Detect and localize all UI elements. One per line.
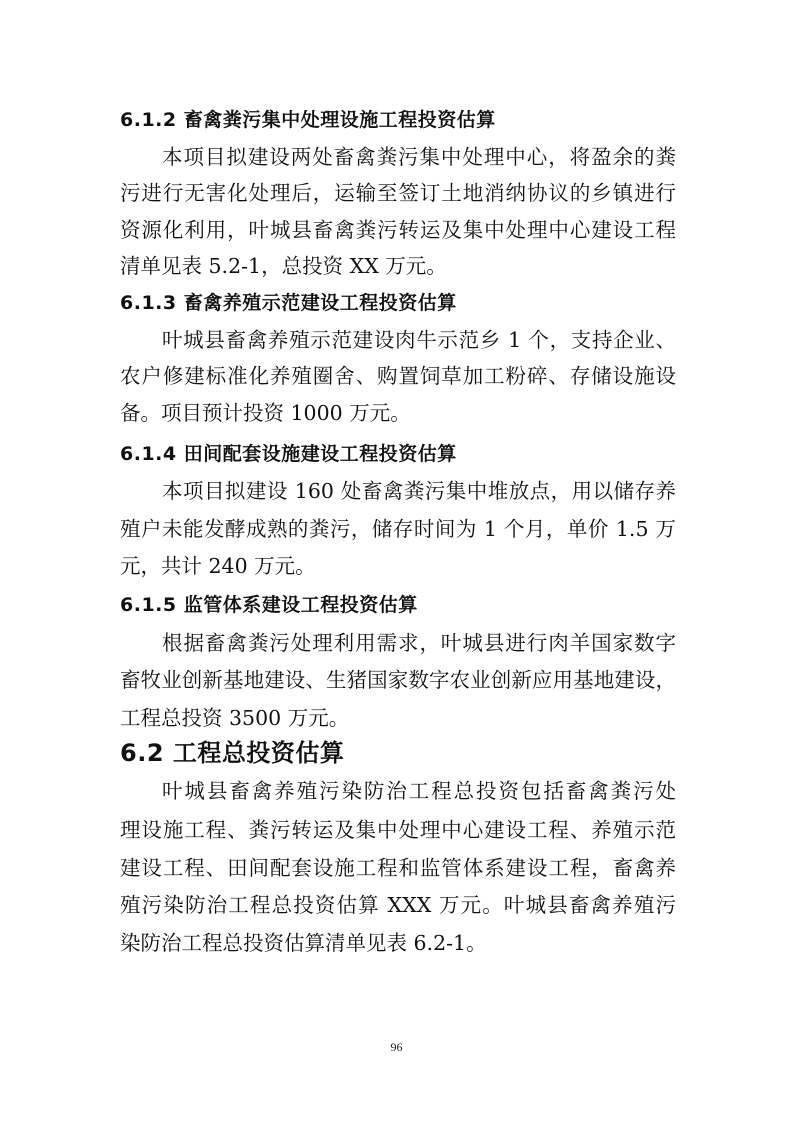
paragraph-line: 资源化利用，叶城县畜禽粪污转运及集中处理中心建设工程 xyxy=(120,218,676,242)
paragraph-line: 殖户未能发酵成熟的粪污，储存时间为 1 个月，单价 1.5 万 xyxy=(120,517,676,541)
section-heading-6-1-5: 6.1.5 监管体系建设工程投资估算 xyxy=(120,594,418,616)
paragraph-line: 理设施工程、粪污转运及集中处理中心建设工程、养殖示范 xyxy=(120,818,676,842)
paragraph-line: 农户修建标准化养殖圈舍、购置饲草加工粉碎、存储设施设 xyxy=(120,364,676,388)
paragraph-line: 畜牧业创新基地建设、生猪国家数字农业创新应用基地建设， xyxy=(120,668,676,692)
page-number: 96 xyxy=(390,1040,403,1054)
paragraph-line: 叶城县畜禽养殖污染防治工程总投资包括畜禽粪污处 xyxy=(162,779,676,803)
section-heading-6-1-3: 6.1.3 畜禽养殖示范建设工程投资估算 xyxy=(120,292,457,314)
paragraph-line: 叶城县畜禽养殖示范建设肉牛示范乡 1 个，支持企业、 xyxy=(162,328,676,352)
paragraph-line: 清单见表 5.2-1，总投资 XX 万元。 xyxy=(120,254,447,278)
paragraph-line: 建设工程、田间配套设施工程和监管体系建设工程，畜禽养 xyxy=(120,856,676,880)
paragraph-line: 元，共计 240 万元。 xyxy=(120,554,316,578)
paragraph-line: 根据畜禽粪污处理利用需求，叶城县进行肉羊国家数字 xyxy=(162,631,676,655)
section-heading-6-2: 6.2 工程总投资估算 xyxy=(120,739,345,767)
paragraph-line: 备。项目预计投资 1000 万元。 xyxy=(120,401,411,425)
section-heading-6-1-2: 6.1.2 畜禽粪污集中处理设施工程投资估算 xyxy=(120,109,496,131)
paragraph-line: 工程总投资 3500 万元。 xyxy=(120,706,350,730)
paragraph-line: 本项目拟建设两处畜禽粪污集中处理中心，将盈余的粪 xyxy=(162,145,676,169)
paragraph-line: 殖污染防治工程总投资估算 XXX 万元。叶城县畜禽养殖污 xyxy=(120,893,676,917)
paragraph-line: 染防治工程总投资估算清单见表 6.2-1。 xyxy=(120,931,487,955)
section-heading-6-1-4: 6.1.4 田间配套设施建设工程投资估算 xyxy=(120,443,457,465)
paragraph-line: 本项目拟建设 160 处畜禽粪污集中堆放点，用以储存养 xyxy=(162,479,676,503)
paragraph-line: 污进行无害化处理后，运输至签订土地消纳协议的乡镇进行 xyxy=(120,181,676,205)
